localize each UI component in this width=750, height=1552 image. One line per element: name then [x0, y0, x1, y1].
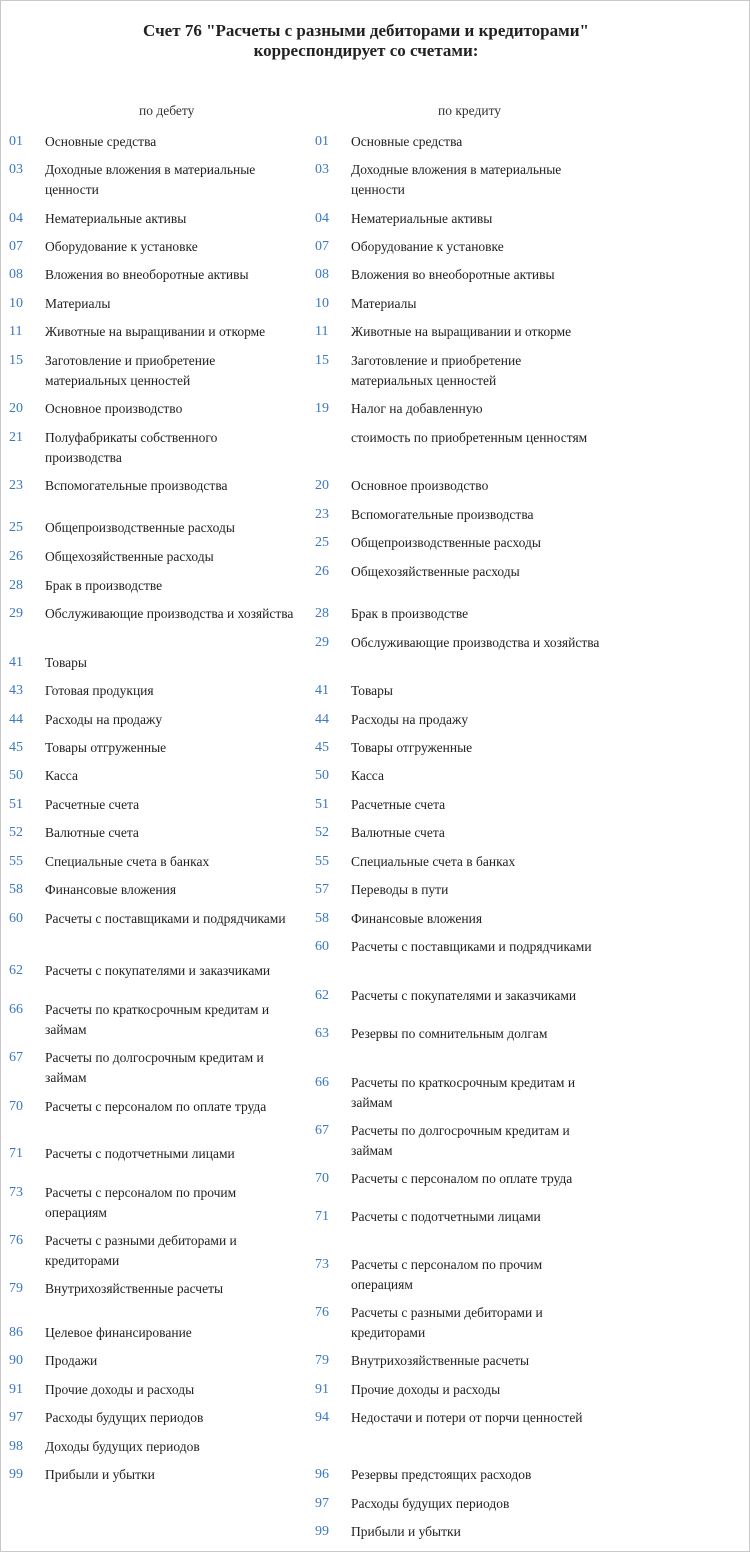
account-name: Прибыли и убытки: [351, 1524, 461, 1539]
account-name: Доходы будущих периодов: [45, 1439, 200, 1454]
account-name: Расходы на продажу: [45, 712, 163, 727]
account-code: 55: [315, 854, 329, 869]
account-code: 58: [315, 911, 329, 926]
page-title: [1, 21, 731, 61]
account-code: 20: [315, 478, 329, 493]
account-name: Недостачи и потери от порчи ценностей: [351, 1410, 583, 1425]
account-name: Вложения во внеоборотные активы: [351, 267, 555, 282]
account-code: 51: [315, 797, 329, 812]
account-code: 50: [315, 768, 329, 783]
account-code: 57: [315, 882, 329, 897]
account-code: 70: [9, 1099, 23, 1114]
account-name: Общепроизводственные расходы: [45, 520, 235, 535]
account-name: Вложения во внеоборотные активы: [45, 267, 249, 282]
account-code: 73: [9, 1185, 23, 1200]
account-name: Расчеты с поставщиками и подрядчиками: [351, 939, 592, 954]
account-code: 94: [315, 1410, 329, 1425]
account-name: Основные средства: [45, 134, 157, 149]
account-name: Брак в производстве: [351, 606, 469, 621]
account-code: 23: [315, 507, 329, 522]
account-code: 45: [9, 740, 23, 755]
account-code: 52: [9, 825, 23, 840]
account-name: Доходные вложения в материальные ценности: [351, 162, 562, 197]
account-code: 67: [9, 1050, 23, 1065]
account-name: Животные на выращивании и откорме: [45, 324, 266, 339]
account-name: стоимость по приобретенным ценностям: [351, 430, 588, 445]
account-name: Основное производство: [45, 401, 183, 416]
account-code: 70: [315, 1171, 329, 1186]
credit-column-header: по кредиту: [438, 103, 502, 118]
account-name: Расчеты с поставщиками и подрядчиками: [45, 911, 286, 926]
account-code: 62: [315, 988, 329, 1003]
account-code: 71: [315, 1209, 329, 1224]
account-name: Расчеты с разными дебиторами и кредиторами: [351, 1305, 543, 1340]
account-code: 76: [315, 1305, 329, 1320]
account-name: Валютные счета: [45, 825, 139, 840]
account-code: 99: [9, 1467, 23, 1482]
account-code: 07: [315, 239, 329, 254]
account-code: 63: [315, 1026, 329, 1041]
account-code: 07: [9, 239, 23, 254]
account-name: Расчеты с персоналом по оплате труда: [45, 1099, 267, 1114]
account-name: Основное производство: [351, 478, 489, 493]
account-code: 51: [9, 797, 23, 812]
account-code: 45: [315, 740, 329, 755]
account-name: Расчеты по долгосрочным кредитам и займам: [45, 1050, 264, 1085]
account-name: Расчеты с подотчетными лицами: [351, 1209, 541, 1224]
account-name: Внутрихозяйственные расчеты: [45, 1281, 224, 1296]
account-name: Расчетные счета: [351, 797, 446, 812]
title-line-1: Счет 76 "Расчеты с разными дебиторами и кредиторами": [143, 21, 589, 40]
account-code: 25: [9, 520, 23, 535]
title-line-2: корреспондирует со счетами:: [253, 41, 479, 60]
account-name: Брак в производстве: [45, 578, 163, 593]
account-name: Расчеты с разными дебиторами и кредиторами: [45, 1233, 237, 1268]
account-code: 10: [315, 296, 329, 311]
account-name: Резервы предстоящих расходов: [351, 1467, 532, 1482]
account-name: Оборудование к установке: [45, 239, 198, 254]
account-name: Валютные счета: [351, 825, 445, 840]
account-name: Материалы: [351, 296, 417, 311]
account-code: 91: [315, 1382, 329, 1397]
account-code: 26: [9, 549, 23, 564]
account-code: 97: [9, 1410, 23, 1425]
account-code: 29: [9, 606, 23, 621]
account-code: 03: [9, 162, 23, 177]
account-name: Расчеты по краткосрочным кредитам и займам: [351, 1075, 576, 1110]
account-code: 43: [9, 683, 23, 698]
account-name: Прибыли и убытки: [45, 1467, 155, 1482]
account-code: 41: [315, 683, 329, 698]
account-code: 10: [9, 296, 23, 311]
account-name: Обслуживающие производства и хозяйства: [351, 635, 600, 650]
account-name: Расчетные счета: [45, 797, 140, 812]
account-name: Финансовые вложения: [351, 911, 483, 926]
account-name: Основные средства: [351, 134, 463, 149]
account-name: Расчеты с персоналом по прочим операциям: [351, 1257, 543, 1292]
account-name: Продажи: [45, 1353, 98, 1368]
account-name: Общехозяйственные расходы: [351, 564, 520, 579]
account-name: Общепроизводственные расходы: [351, 535, 541, 550]
account-code: 55: [9, 854, 23, 869]
account-code: 11: [315, 324, 329, 339]
account-name: Общехозяйственные расходы: [45, 549, 214, 564]
account-name: Финансовые вложения: [45, 882, 177, 897]
account-name: Вспомогательные производства: [351, 507, 534, 522]
account-name: Доходные вложения в материальные ценности: [45, 162, 256, 197]
account-name: Прочие доходы и расходы: [45, 1382, 195, 1397]
account-name: Налог на добавленную: [351, 401, 483, 416]
account-name: Касса: [45, 768, 78, 783]
account-code: 60: [315, 939, 329, 954]
account-code: 19: [315, 401, 329, 416]
account-code: 29: [315, 635, 329, 650]
account-name: Обслуживающие производства и хозяйства: [45, 606, 294, 621]
account-name: Товары: [351, 683, 393, 698]
account-code: 98: [9, 1439, 23, 1454]
account-name: Специальные счета в банках: [45, 854, 210, 869]
account-name: Вспомогательные производства: [45, 478, 228, 493]
account-code: 01: [9, 134, 23, 149]
account-code: 04: [9, 211, 23, 226]
account-name: Расходы будущих периодов: [351, 1496, 510, 1511]
account-name: Товары отгруженные: [351, 740, 473, 755]
account-code: 23: [9, 478, 23, 493]
account-name: Нематериальные активы: [351, 211, 493, 226]
account-code: 21: [9, 430, 23, 445]
account-name: Целевое финансирование: [45, 1325, 192, 1340]
account-code: 91: [9, 1382, 23, 1397]
account-code: 79: [9, 1281, 23, 1296]
account-code: 66: [315, 1075, 329, 1090]
account-code: 79: [315, 1353, 329, 1368]
account-name: Прочие доходы и расходы: [351, 1382, 501, 1397]
account-code: 28: [9, 578, 23, 593]
account-name: Расчеты с подотчетными лицами: [45, 1146, 235, 1161]
account-name: Расчеты с покупателями и заказчиками: [45, 963, 271, 978]
account-code: 52: [315, 825, 329, 840]
account-name: Специальные счета в банках: [351, 854, 516, 869]
account-name: Животные на выращивании и откорме: [351, 324, 572, 339]
account-code: 15: [9, 353, 23, 368]
account-name: Расчеты с персоналом по оплате труда: [351, 1171, 573, 1186]
account-code: 08: [9, 267, 23, 282]
account-name: Расчеты по долгосрочным кредитам и займам: [351, 1123, 570, 1158]
account-code: 11: [9, 324, 23, 339]
account-code: 03: [315, 162, 329, 177]
account-name: Расчеты по краткосрочным кредитам и займам: [45, 1002, 270, 1037]
account-code: 97: [315, 1496, 329, 1511]
account-name: Расчеты с покупателями и заказчиками: [351, 988, 577, 1003]
account-code: 15: [315, 353, 329, 368]
account-code: 73: [315, 1257, 329, 1272]
debit-column-header: по дебету: [139, 103, 195, 118]
account-name: Расходы на продажу: [351, 712, 469, 727]
account-code: 44: [315, 712, 329, 727]
account-code: 28: [315, 606, 329, 621]
account-name: Внутрихозяйственные расчеты: [351, 1353, 530, 1368]
account-name: Нематериальные активы: [45, 211, 187, 226]
account-code: 71: [9, 1146, 23, 1161]
account-code: 08: [315, 267, 329, 282]
account-name: Расчеты с персоналом по прочим операциям: [45, 1185, 237, 1220]
account-name: Заготовление и приобретение материальных ценностей: [45, 353, 216, 388]
account-code: 01: [315, 134, 329, 149]
account-code: 04: [315, 211, 329, 226]
account-code: 58: [9, 882, 23, 897]
account-name: Товары: [45, 655, 87, 670]
account-code: 44: [9, 712, 23, 727]
account-code: 96: [315, 1467, 329, 1482]
account-code: 50: [9, 768, 23, 783]
account-code: 60: [9, 911, 23, 926]
account-code: 67: [315, 1123, 329, 1138]
account-name: Касса: [351, 768, 384, 783]
account-code: 25: [315, 535, 329, 550]
account-code: 41: [9, 655, 23, 670]
account-name: Полуфабрикаты собственного производства: [45, 430, 218, 465]
account-code: 86: [9, 1325, 23, 1340]
account-code: 20: [9, 401, 23, 416]
account-name: Материалы: [45, 296, 111, 311]
account-name: Товары отгруженные: [45, 740, 167, 755]
account-code: 26: [315, 564, 329, 579]
account-name: Заготовление и приобретение материальных ценностей: [351, 353, 522, 388]
account-code: 90: [9, 1353, 23, 1368]
account-name: Готовая продукция: [45, 683, 154, 698]
account-name: Резервы по сомнительным долгам: [351, 1026, 548, 1041]
account-name: Расходы будущих периодов: [45, 1410, 204, 1425]
account-code: 76: [9, 1233, 23, 1248]
account-code: 62: [9, 963, 23, 978]
account-name: Оборудование к установке: [351, 239, 504, 254]
account-code: 99: [315, 1524, 329, 1539]
account-name: Переводы в пути: [351, 882, 449, 897]
account-code: 66: [9, 1002, 23, 1017]
